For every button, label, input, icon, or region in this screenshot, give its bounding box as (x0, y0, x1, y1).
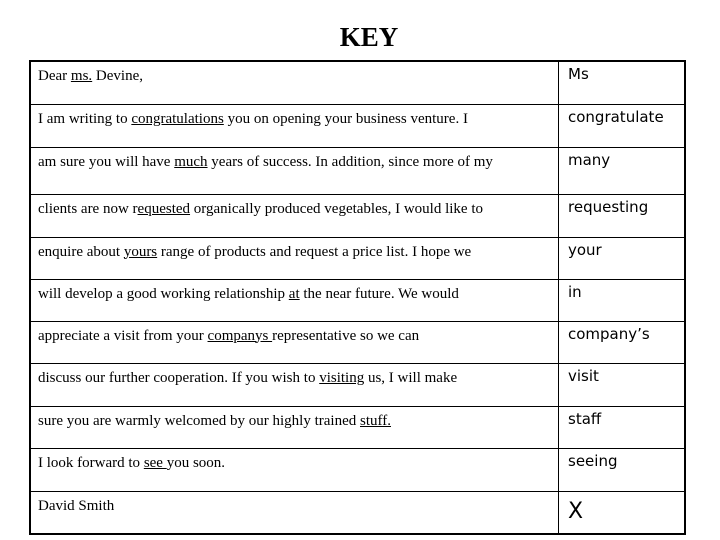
correction-text: seeing (568, 451, 618, 470)
text-after: years of success. In addition, since more of my (207, 153, 493, 170)
correction-cell (559, 194, 686, 237)
error-word: at (288, 285, 300, 302)
correction-text: Ms (568, 65, 589, 83)
text-before: discuss our further cooperation. If you wish to (38, 369, 320, 386)
table-row (30, 61, 685, 104)
text-after: organically produced vegetables, I would like to (190, 200, 483, 217)
letter-text-cell (30, 61, 559, 104)
correction-text: many (568, 150, 611, 169)
correction-text: staff (568, 409, 602, 428)
text-after: the near future. We would (299, 285, 459, 302)
letter-text-cell (30, 279, 559, 321)
correction-text: your (568, 240, 602, 259)
letter-text-cell (30, 194, 559, 237)
correction-text: visit (568, 366, 599, 385)
text-before: appreciate a visit from your (38, 327, 208, 344)
text-before: am sure you will have (38, 153, 175, 170)
text-before: Dear (38, 68, 71, 84)
correction-text: congratulate (568, 107, 664, 126)
table-row (30, 448, 685, 491)
text-after: representative so we can (272, 327, 420, 344)
table-row (30, 147, 685, 194)
letter-text-cell (30, 406, 559, 448)
error-word: see (143, 454, 167, 471)
table-row (30, 406, 685, 448)
error-word: yours (123, 243, 158, 260)
table-row (30, 104, 685, 147)
letter-text-cell (30, 104, 559, 147)
table-row (30, 491, 685, 534)
text-before: I look forward to (38, 454, 144, 471)
correction-cell (559, 491, 686, 534)
letter-text-cell (30, 237, 559, 279)
correction-cell (559, 448, 686, 491)
correction-text: company’s (568, 324, 650, 343)
error-word: congratulations (131, 110, 224, 127)
correction-text: in (568, 282, 582, 301)
text-after: us, I will make (364, 369, 458, 386)
correction-cell (559, 363, 686, 406)
error-word: equested (137, 200, 191, 217)
correction-cell (559, 61, 686, 104)
text-before: David Smith (38, 497, 115, 514)
correction-cell (559, 237, 686, 279)
correction-text: requesting (568, 197, 649, 216)
error-word: companys (207, 327, 273, 344)
text-after: range of products and request a price list. I hope we (157, 243, 472, 260)
text-before: sure you are warmly welcomed by our highly trained (38, 412, 360, 429)
correction-cell (559, 279, 686, 321)
table-row (30, 363, 685, 406)
correction-cell (559, 147, 686, 194)
error-word: visiting (319, 369, 365, 386)
text-after: Devine, (92, 68, 143, 84)
letter-text-cell (30, 321, 559, 363)
letter-text-cell (30, 491, 559, 534)
letter-text-cell (30, 448, 559, 491)
error-word: ms. (70, 68, 93, 84)
letter-text-cell (30, 363, 559, 406)
table-row (30, 194, 685, 237)
table-row (30, 321, 685, 363)
table-row (30, 237, 685, 279)
correction-text: X (568, 498, 584, 524)
text-before: will develop a good working relationship (38, 285, 289, 302)
text-before: enquire about (38, 243, 124, 260)
answer-key-table (29, 60, 686, 535)
correction-cell (559, 406, 686, 448)
text-before: clients are now r (38, 200, 138, 217)
correction-cell (559, 104, 686, 147)
text-after: you soon. (166, 454, 226, 471)
text-after: you on opening your business venture. I (223, 110, 468, 127)
table-row (30, 279, 685, 321)
correction-cell (559, 321, 686, 363)
page-title: KEY (339, 22, 399, 52)
error-word: much (174, 153, 208, 170)
letter-text-cell (30, 147, 559, 194)
text-before: I am writing to (38, 110, 132, 127)
error-word: stuff. (360, 412, 391, 429)
